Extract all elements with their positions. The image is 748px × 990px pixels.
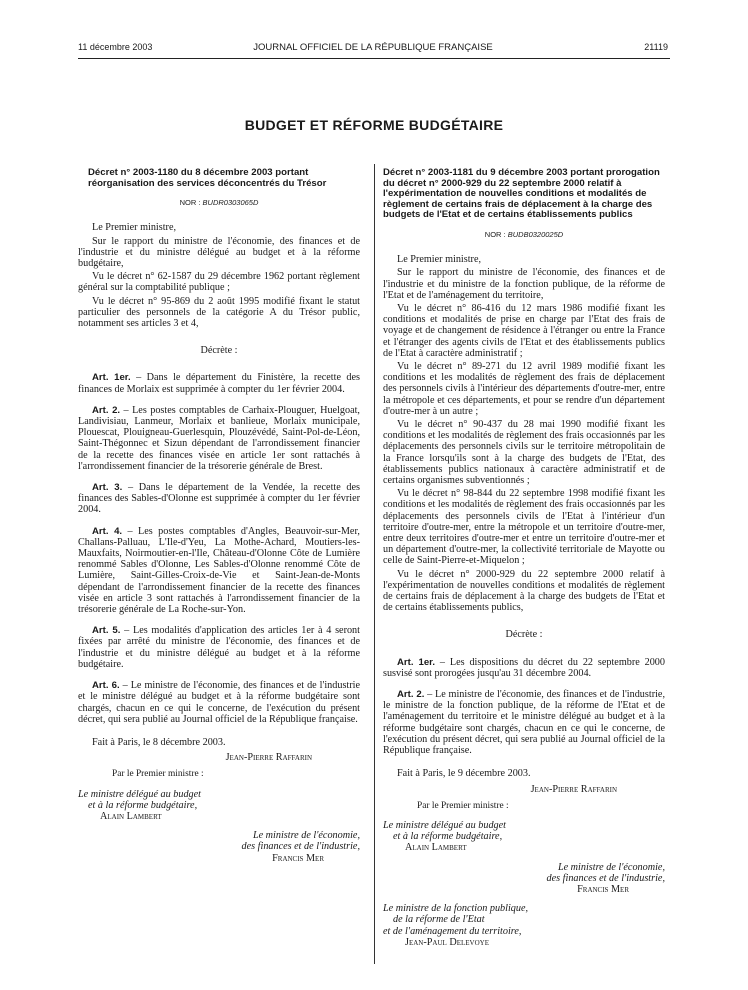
article	[78, 625, 360, 670]
preamble-para: Vu le décret n° 62-1587 du 29 décembre 1962 portant règlement général sur la comptabilité publique ;	[78, 271, 360, 294]
article-text: – Le ministre de l'économie, des finances et de l'industrie, le ministre de la fonction publique, de la réforme de l'Etat et de l'aménagement du territoire et le ministre délégué au budget et à la réforme budgétaire sont chargés, chacun en ce qui le concerne, de l'exécution du présent décret, qui sera publié au Journal officiel de la République française.	[383, 689, 665, 757]
page-header	[78, 42, 668, 56]
article-text: – Le ministre de l'économie, des finances et de l'industrie et le ministre délégué au budget et à la réforme budgétaire sont chargés, chacun en ce qui le concerne, de l'exécution du présent décret, qui sera publié au Journal officiel de la République française.	[78, 680, 360, 725]
article-label: Art. 5.	[92, 625, 121, 637]
article-text: – Les postes comptables d'Angles, Beauvoir-sur-Mer, Challans-Palluau, L'Ile-d'Yeu, La Mothe-Achard, Moutiers-les-Mauxfaits, Noirmoutier-en-l'Ile, Château-d'Olonne Côte de Lumière renommé Sables d'Olonne, Les Sables-d'Olonne renommé Côte de Lumière, Saint-Gilles-Croix-de-Vie et Saint-Jean-de-Monts dépendant de l'arrondissement financier de la recette des finances visée en article 3 sont rattachés à l'arrondissement financier de la trésorerie générale de La Roche-sur-Yon.	[78, 525, 360, 616]
column-divider	[374, 164, 375, 964]
article	[383, 689, 665, 756]
signature-line: et à la réforme budgétaire,	[88, 799, 198, 811]
article	[78, 680, 360, 725]
article-label: Art. 1er.	[92, 372, 131, 384]
article-label: Art. 3.	[92, 482, 123, 494]
fait-line: Fait à Paris, le 9 décembre 2003.	[397, 768, 531, 780]
article-label: Art. 2.	[397, 689, 425, 701]
preamble-para: Vu le décret n° 89-271 du 12 avril 1989 modifié fixant les conditions et les modalités de règlement des frais de déplacement des personnels civils à l'intérieur des départements d'outre-mer, entre la métropole et ces départements, et pour se rendre d'un département d'outre-mer à un autre ;	[383, 361, 665, 417]
article	[78, 405, 360, 472]
decree-title: Décret n° 2003-1180 du 8 décembre 2003 portant réorganisation des services déconcentrés du Trésor	[88, 167, 327, 189]
signature-block	[383, 862, 665, 896]
preamble-para: Vu le décret n° 90-437 du 28 mai 1990 modifié fixant les conditions et les modalités de règlement des frais occasionnés par les déplacements des personnels civils sur le territoire métropolitain de la France lorsqu'ils sont à la charge des budgets de l'Etat, des établissements publics nationaux à caractère administratif et de certains organismes subventionnés ;	[383, 419, 665, 487]
preamble-para: Sur le rapport du ministre de l'économie, des finances et de l'industrie et du ministre délégué au budget et à la réforme budgétaire,	[78, 235, 360, 269]
preamble-para: Sur le rapport du ministre de l'économie, des finances et de l'industrie et du ministre de la fonction publique, de la réforme de l'Etat et de l'aménagement du territoire,	[383, 267, 665, 301]
signatory-name: Francis Mer	[577, 883, 629, 895]
article-text: – Dans le département du Finistère, la recette des finances de Morlaix est supprimée à compter du 1er février 2004.	[78, 372, 361, 395]
section-title: BUDGET ET RÉFORME BUDGÉTAIRE	[244, 117, 504, 133]
nor-label: NOR :	[179, 198, 201, 208]
signature-line: Le ministre de la fonction publique,	[383, 903, 529, 915]
decrete-heading: Décrète :	[200, 345, 238, 357]
article	[78, 482, 360, 516]
preamble-para: Vu le décret n° 95-869 du 2 août 1995 modifié fixant le statut particulier des personnels de la catégorie A du Trésor public, notamment ses articles 3 et 4,	[78, 295, 360, 330]
preamble-para: Le Premier ministre,	[397, 254, 482, 266]
journal-title: JOURNAL OFFICIEL DE LA RÉPUBLIQUE FRANÇAISE	[253, 42, 493, 53]
nor-label: NOR :	[484, 229, 506, 239]
signature-block	[78, 789, 360, 823]
signature-line: Le ministre délégué au budget	[383, 819, 506, 831]
article	[78, 372, 360, 394]
preamble-para: Vu le décret n° 98-844 du 22 septembre 1998 modifié fixant les conditions et les modalités de règlement des frais occasionnés par les déplacements des personnels civils de l'Etat à l'intérieur d'un territoire d'outre-mer, entre la métropole et un territoire d'outre-mer, entre deux territoires d'outre-mer et entre un territoire d'outre-mer et un département d'outre-mer, la collectivité territoriale de Mayotte ou celle de Saint-Pierre-et-Miquelon ;	[383, 488, 665, 567]
preamble-para: Vu le décret n° 86-416 du 12 mars 1986 modifié fixant les conditions et modalités de prise en charge par l'Etat des frais de voyage et de changement de résidence à l'étranger ou entre la France et l'étranger des agents civils de l'Etat et des établissements publics de l'Etat à caractère administratif ;	[383, 302, 665, 359]
right-column	[383, 168, 665, 956]
preamble-para: Vu le décret n° 2000-929 du 22 septembre 2000 relatif à l'expérimentation de nouvelles conditions et modalités de règlement de certains frais de déplacement à la charge des budgets de l'Etat et de certains établissements publics,	[383, 568, 665, 614]
fait-line: Fait à Paris, le 8 décembre 2003.	[92, 736, 226, 748]
nor-reference	[383, 229, 665, 240]
signer-name: Jean-Pierre Raffarin	[530, 783, 617, 795]
decrete-heading: Décrète :	[505, 629, 543, 641]
signature-line: Le ministre de l'économie,	[252, 830, 360, 842]
left-column	[78, 168, 360, 872]
signature-line: Le ministre de l'économie,	[557, 861, 665, 873]
signatory-name: Jean-Paul Delevoye	[405, 936, 489, 948]
signatory-name: Alain Lambert	[405, 842, 467, 854]
article-label: Art. 4.	[92, 525, 123, 537]
article	[383, 657, 665, 679]
article-text: – Les postes comptables de Carhaix-Plouguer, Huelgoat, Landivisiau, Lanmeur, Morlaix et banlieue, Morlaix municipale, Plouescat, Plouigneau-Guerlesquin, Plouzévédé, Saint-Pol-de-Léon, Saint-Thégonnec et Sizun dépendant de l'arrondissement financier de la recette des finances visée en article 1er sont rattachés à l'arrondissement financier de la trésorerie générale de Brest.	[78, 404, 360, 472]
signer-name: Jean-Pierre Raffarin	[225, 752, 312, 764]
article-text: – Dans le département de la Vendée, la recette des finances des Sables-d'Olonne est supprimée à compter du 1er février 2004.	[78, 482, 360, 516]
signature-block	[383, 820, 665, 854]
article-text: – Les modalités d'application des articles 1er à 4 seront fixées par arrêté du ministre de l'économie, des finances et de l'industrie et du ministre délégué au budget et à la réforme budgétaire.	[78, 625, 360, 670]
header-date: 11 décembre 2003	[78, 42, 153, 52]
article-label: Art. 2.	[92, 404, 121, 416]
preamble-para: Le Premier ministre,	[92, 222, 177, 234]
nor-value: BUDR0303065D	[202, 198, 259, 208]
par-line: Par le Premier ministre :	[417, 800, 509, 811]
decree-title: Décret n° 2003-1181 du 9 décembre 2003 portant prorogation du décret n° 2000-929 du 22 septembre 2000 relatif à l'expérimentation de nouvelles conditions et modalités de règlement de certains frais de déplacement à la charge des budgets de l'Etat et de certains établissements publics	[383, 167, 660, 221]
nor-reference	[78, 197, 360, 208]
signature-block	[383, 903, 665, 948]
par-line: Par le Premier ministre :	[112, 769, 204, 780]
signature-line: des finances et de l'industrie,	[241, 841, 360, 853]
signature-line: et de l'aménagement du territoire,	[383, 925, 522, 937]
article	[78, 526, 360, 616]
article-label: Art. 6.	[92, 680, 120, 692]
nor-value: BUDB0320025D	[507, 229, 564, 239]
header-rule	[78, 58, 670, 59]
signature-block	[78, 830, 360, 864]
article-label: Art. 1er.	[397, 656, 436, 668]
signatory-name: Alain Lambert	[100, 810, 162, 822]
signature-line: des finances et de l'industrie,	[546, 872, 665, 884]
signature-line: et à la réforme budgétaire,	[393, 831, 503, 843]
signature-line: de la réforme de l'Etat	[393, 914, 485, 926]
article-text: – Les dispositions du décret du 22 septembre 2000 susvisé sont prorogées jusqu'au 31 décembre 2004.	[383, 656, 665, 679]
page-number: 21119	[644, 42, 668, 52]
signature-line: Le ministre délégué au budget	[78, 788, 201, 800]
signatory-name: Francis Mer	[272, 852, 324, 864]
